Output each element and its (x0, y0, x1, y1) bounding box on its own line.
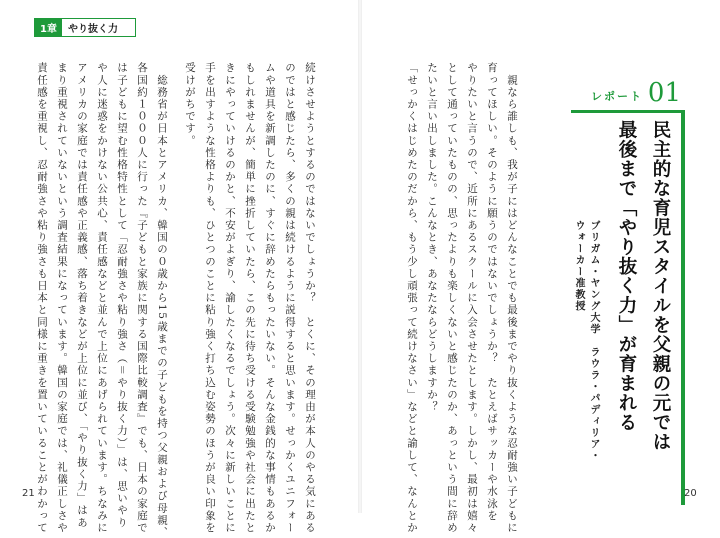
left-text-block-b (32, 62, 172, 538)
text-line: 受けがちです。 (184, 62, 196, 147)
right-text-block (402, 62, 522, 534)
text-line: 続けさせようとするのではないでしょうか？ とくに、その理由が本人のやる気にある (304, 62, 316, 534)
text-line: 「せっかくはじめたのだから、もう少し頑張って続けなさい」などと諭して、なんとか (406, 62, 418, 534)
report-label: レポート (591, 90, 643, 103)
running-head-title: やり抜く力 (67, 24, 118, 35)
text-line: 総務省が日本とアメリカ、韓国の０歳から15歳までの子どもを持つ父親および母親、 (156, 62, 168, 538)
left-text-block-a (180, 62, 320, 534)
chapter-tab: 1章 (35, 19, 62, 36)
text-line: やりたいと言うので、近所にあるスクールに入会させたとします。しかし、最初は嬉々 (466, 62, 478, 534)
text-line: 責任感を重視し、忍耐強さや粘り強さも日本と同様に重きを置いていることがわかって (36, 62, 48, 534)
text-line: として通っていたものの、思ったよりも楽しくないと感じたのか、あっという間に辞め (446, 62, 458, 534)
text-line: ムや道具を新調したのに、すぐに辞めたらもったいない。そんな金銭的な事情もあるか (264, 62, 276, 534)
text-line: たいと言い出しました。こんなとき、あなたならどうしますか？ (426, 62, 438, 413)
headline-line-1: 民主的な育児スタイルを父親の元では (650, 120, 671, 452)
page-number-left: 21 (22, 488, 35, 499)
byline: ブリガム・ヤング大学 ラウラ・パディリア・ウォーカー准教授 (573, 220, 599, 462)
text-line: 各国約１０００人に行った『子どもと家族に関する国際比較調査』でも、日本の家庭で (136, 62, 148, 534)
text-line: アメリカの家庭では責任感や正義感、落ち着きなどが上位に並び、「やり抜く力」はあ (76, 62, 88, 529)
text-line: きにやっていけるのかと、不安がよぎり、諭したくなるでしょう。次々に新しいことに (224, 62, 236, 534)
headline-line-2: 最後まで「やり抜く力」が育まれる (616, 120, 637, 432)
text-line: や人に迷惑をかけない公共心、責任感などと並んで上位にあげられています。ちなみに (96, 62, 108, 534)
text-line: のではと感じたら、多くの親は続けるように説得すると思います。せっかくユニフォー (284, 62, 296, 534)
report-number: 01 (647, 78, 681, 108)
text-line: 育ってほしい。そのように願うのではないでしょうか？ たとえばサッカーや水泳を (486, 62, 498, 522)
report-heading (571, 78, 685, 470)
page-number-right: 20 (684, 488, 697, 499)
text-line: まり重視されていないという調査結果になっています。韓国の家庭では、礼儀正しさや (56, 62, 68, 534)
report-rule (571, 110, 685, 113)
report-band (571, 78, 685, 110)
running-head (34, 18, 136, 37)
gutter (358, 0, 362, 513)
text-line: もしれませんが、簡単に挫折していたら、この先に待ち受ける受験勉強や社会に出たと (244, 62, 256, 534)
text-line: は子どもに望む性格特性として「忍耐強さや粘り強さ（＝やり抜く力）」は、思いやり (116, 62, 128, 529)
text-line: 親なら誰しも、我が子にはどんなことでも最後までやり抜くような忍耐強い子どもに (506, 62, 518, 534)
text-line: 手を出すような性格よりも、ひとつのことに粘り強く打ち込む姿勢のほうが良い印象を (204, 62, 216, 534)
accent-bar (681, 113, 685, 505)
